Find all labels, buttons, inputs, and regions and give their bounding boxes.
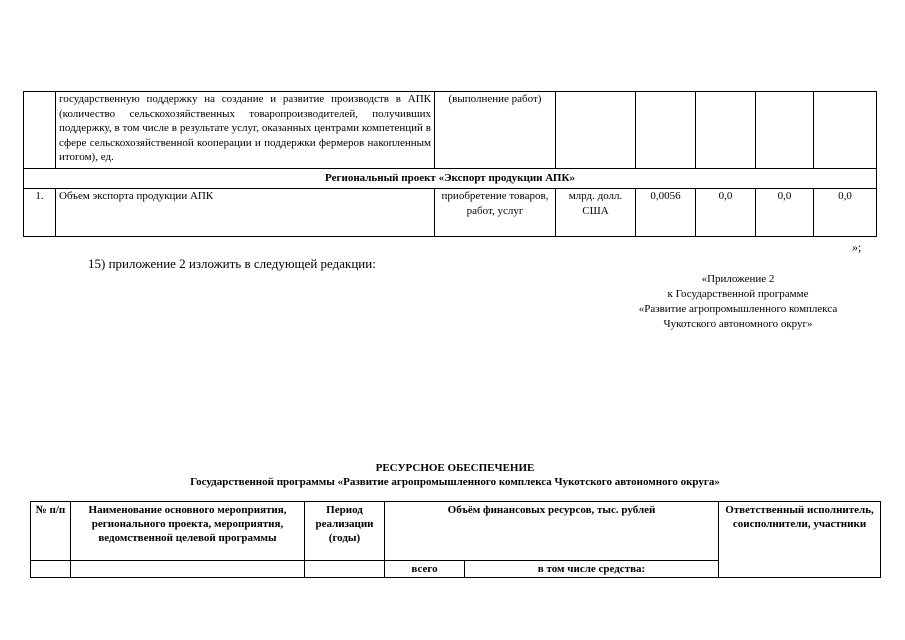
section-title: Региональный проект «Экспорт продукции АПК»	[24, 169, 877, 189]
appendix-line: Чукотского автономного округ»	[663, 318, 813, 330]
appendix-line: «Приложение 2	[701, 273, 775, 285]
paragraph-15: 15) приложение 2 изложить в следующей редакции:	[88, 256, 376, 271]
header-name-cont	[71, 561, 305, 578]
cell-unit: млрд. долл. США	[556, 189, 636, 237]
table-row	[24, 189, 877, 237]
header-name: Наименование основного мероприятия, регионального проекта, мероприятия, ведомственной целевой программы	[71, 502, 305, 561]
section-row	[24, 169, 877, 189]
header-including: в том числе средства:	[465, 561, 719, 578]
cell-num	[24, 92, 56, 169]
cell-indicator-name: государственную поддержку на создание и развитие производств в АПК (количество сельскохозяйственных товаропроизводителей, получивших поддержку, в том числе в результате услуг, оказанных центрами компетенций в сфере сельскохозяйственной кооперации и поддержки фермеров накопленным итогом), ед.	[56, 92, 435, 169]
header-finance: Объём финансовых ресурсов, тыс. рублей	[385, 502, 719, 561]
resource-subtitle: Государственной программы «Развитие агропромышленного комплекса Чукотского автономного округа»	[190, 476, 720, 488]
cell-type: приобретение товаров, работ, услуг	[435, 189, 556, 237]
appendix-line: «Развитие агропромышленного комплекса	[638, 303, 838, 315]
header-num: № п/п	[31, 502, 71, 561]
cell-unit	[556, 92, 636, 169]
indicator-table	[23, 91, 877, 237]
resource-title-block	[30, 461, 880, 489]
resource-title: РЕСУРСНОЕ ОБЕСПЕЧЕНИЕ	[375, 462, 535, 474]
cell-num: 1.	[24, 189, 56, 237]
resource-table	[30, 501, 881, 578]
cell-value: 0,0	[814, 189, 877, 237]
header-num-cont	[31, 561, 71, 578]
cell-value	[696, 92, 756, 169]
cell-value: 0,0	[756, 189, 814, 237]
table-row	[24, 92, 877, 169]
cell-value	[636, 92, 696, 169]
cell-type: (выполнение работ)	[435, 92, 556, 169]
cell-indicator-name: Объем экспорта продукции АПК	[56, 189, 435, 237]
table-header-row	[31, 502, 881, 561]
header-period-cont	[305, 561, 385, 578]
header-responsible: Ответственный исполнитель, соисполнители, участники	[719, 502, 881, 578]
cell-value	[814, 92, 877, 169]
cell-value: 0,0056	[636, 189, 696, 237]
header-period: Период реализации (годы)	[305, 502, 385, 561]
appendix-line: к Государственной программе	[667, 288, 809, 300]
closing-quote: »;	[852, 240, 862, 254]
header-total: всего	[385, 561, 465, 578]
appendix-heading	[600, 272, 876, 332]
cell-value	[756, 92, 814, 169]
cell-value: 0,0	[696, 189, 756, 237]
